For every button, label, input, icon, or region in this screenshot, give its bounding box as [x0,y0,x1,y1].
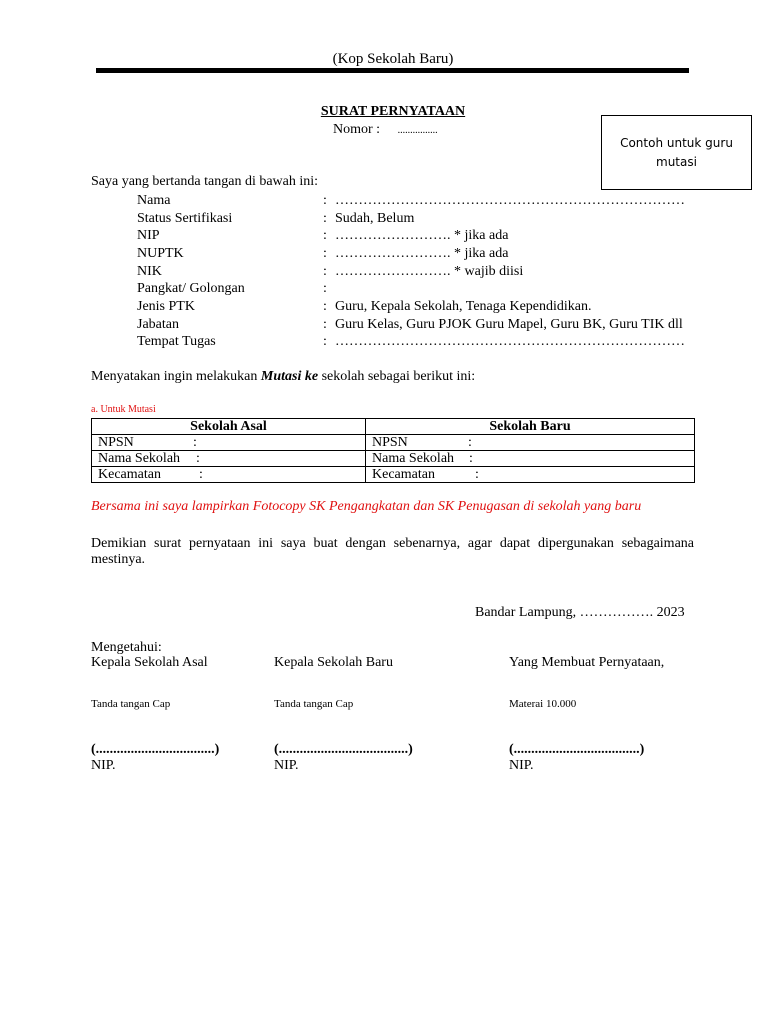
row-label: NPSN [372,435,408,450]
place-date: Bandar Lampung, ……………. 2023 [475,605,685,620]
signature-name-kepala-asal: (..................................) [91,742,220,757]
statement-text [91,369,475,385]
row-label: Nama Sekolah [98,451,181,466]
signature-note-materai: Materai 10.000 [509,698,577,710]
row-colon: : [475,467,479,482]
field-value-jabatan: Guru Kelas, Guru PJOK Guru Mapel, Guru BK, Guru TIK dll [335,317,683,332]
document-title: SURAT PERNYATAAN [320,104,466,119]
field-colon: : [323,281,327,296]
row-colon: : [468,435,472,450]
field-label-nuptk: NUPTK [137,246,184,261]
letterhead-placeholder: (Kop Sekolah Baru) [332,51,454,67]
table-cell-right [366,467,695,483]
row-label: NPSN [98,435,134,450]
table-header-sekolah-baru: Sekolah Baru [366,419,695,435]
note-box: Contoh untuk guru mutasi [601,115,752,190]
row-colon: : [469,451,473,466]
field-label-nama: Nama [137,193,171,208]
field-label-tempat-tugas: Tempat Tugas [137,334,216,349]
row-colon: : [199,467,203,482]
acknowledge-label: Mengetahui: [91,640,162,655]
signature-title-kepala-baru: Kepala Sekolah Baru [274,655,393,670]
signature-title-kepala-asal: Kepala Sekolah Asal [91,655,208,670]
subheading-mutasi: a. Untuk Mutasi [91,404,156,415]
document-number-value: ................ [397,125,438,136]
signature-name-kepala-baru: (.....................................) [274,742,413,757]
signature-title-pembuat: Yang Membuat Pernyataan, [509,655,665,670]
field-label-status-sertifikasi: Status Sertifikasi [137,211,233,226]
row-label: Kecamatan [98,467,161,482]
signature-nip-pembuat: NIP. [509,758,534,773]
table-row [92,451,695,467]
field-label-jenis-ptk: Jenis PTK [137,299,195,314]
field-colon: : [323,299,327,314]
field-value-tempat-tugas: ………………………………………………………………… [335,334,685,349]
signature-name-pembuat: (....................................) [509,742,645,757]
statement-before: Menyatakan ingin melakukan [91,369,261,384]
table-cell-left [92,467,366,483]
attachment-note: Bersama ini saya lampirkan Fotocopy SK Pengangkatan dan SK Penugasan di sekolah yang baru [91,499,642,514]
table-cell-right [366,435,695,451]
field-value-nama: ………………………………………………………………… [335,193,685,208]
field-colon: : [323,228,327,243]
letterhead-rule [96,68,689,73]
table-row [92,467,695,483]
statement-after: sekolah sebagai berikut ini: [318,369,476,384]
table-header-row [92,419,695,435]
signature-nip-kepala-asal: NIP. [91,758,116,773]
document-number-label: Nomor : [333,122,381,137]
table-header-sekolah-asal: Sekolah Asal [92,419,366,435]
closing-line-1: Demikian surat pernyataan ini saya buat dengan sebenarnya, agar dapat dipergunakan sebagaimana [91,536,694,551]
table-cell-left [92,451,366,467]
row-colon: : [193,435,197,450]
document-number [333,122,438,138]
field-value-nip: ……………………. * jika ada [335,228,509,243]
row-label: Nama Sekolah [372,451,455,466]
signature-nip-kepala-baru: NIP. [274,758,299,773]
row-colon: : [196,451,200,466]
field-colon: : [323,193,327,208]
field-value-nik: ……………………. * wajib diisi [335,264,524,279]
statement-emphasis: Mutasi ke [260,369,319,384]
field-label-jabatan: Jabatan [137,317,179,332]
signature-note-kepala-asal: Tanda tangan Cap [91,698,171,710]
field-value-jenis-ptk: Guru, Kepala Sekolah, Tenaga Kependidikan. [335,299,592,314]
field-label-nik: NIK [137,264,162,279]
table-cell-right [366,451,695,467]
row-label: Kecamatan [372,467,435,482]
field-colon: : [323,317,327,332]
signature-note-kepala-baru: Tanda tangan Cap [274,698,354,710]
field-colon: : [323,334,327,349]
table-cell-left [92,435,366,451]
field-colon: : [323,211,327,226]
field-colon: : [323,264,327,279]
mutation-table [91,418,695,483]
table-row [92,435,695,451]
field-value-nuptk: ……………………. * jika ada [335,246,509,261]
field-colon: : [323,246,327,261]
field-label-pangkat-golongan: Pangkat/ Golongan [137,281,245,296]
field-value-status-sertifikasi: Sudah, Belum [335,211,415,226]
intro-text: Saya yang bertanda tangan di bawah ini: [91,174,319,189]
closing-line-2: mestinya. [91,552,146,567]
field-label-nip: NIP [137,228,160,243]
